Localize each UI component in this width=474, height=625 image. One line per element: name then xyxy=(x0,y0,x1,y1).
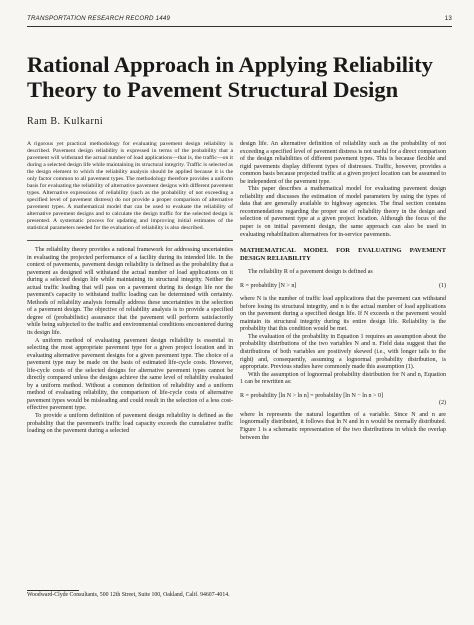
body-paragraph: The reliability theory provides a rational framework for addressing uncertainties in evaluating the projected performance of a facility during its intended life. In the context of pavements, pavement design reliability is defined as the probability that a pavement as designed will withstand the actual number of load applications on it during a selected design life while maintaining its structural integrity. Neither the actual traffic loading that will pass on a pavement during its design life nor the pavement's capacity to withstand traffic loading can be determined with certainty. Methods of reliability analysis formally address these uncertainties in the selection of a pavement design. The objective of reliability analysis is to provide a specified degree of (probabilistic) assurance that the pavement will perform satisfactorily while being subjected to the traffic and environmental conditions encountered during its design life. xyxy=(27,247,233,337)
left-column xyxy=(27,141,233,436)
section-heading: MATHEMATICAL MODEL FOR EVALUATING PAVEMENT DESIGN RELIABILITY xyxy=(240,247,446,263)
page-number: 13 xyxy=(444,15,452,22)
body-paragraph: where N is the number of traffic load applications that the pavement can withstand before losing its structural integrity, and n is the actual number of load applications on the pavement during a specified design life. If N exceeds n the pavement would maintain its structural integrity during its entire design life. Reliability is the probability that this condition would be met. xyxy=(240,296,446,333)
equation-2 xyxy=(240,393,446,401)
body-paragraph: To provide a uniform definition of pavement design reliability is defined as the probability that the pavement's traffic load capacity exceeds the cumulative traffic loading on the pavement during a selected xyxy=(27,413,233,435)
equation-1 xyxy=(240,283,446,291)
footnote-rule xyxy=(27,590,79,591)
author-name: Ram B. Kulkarni xyxy=(27,116,104,127)
title-line-1: Rational Approach in Applying Reliability xyxy=(27,52,433,77)
equation-2-text: R = probability [ln N > ln n] = probability [ln N − ln n > 0] xyxy=(240,392,384,399)
equation-2-number: (2) xyxy=(438,400,446,407)
journal-name: TRANSPORTATION RESEARCH RECORD 1449 xyxy=(27,15,171,22)
abstract: A rigorous yet practical methodology for evaluating pavement design reliability is described. Pavement design reliability is expressed in terms of the probability that a pavement will withstand the actual number of load applications—that is, the traffic—on it during a selected design life while maintaining its structural integrity. Traffic is selected as the design element to which the reliability analysis should be applied because it is the only factor common to all pavement types. The methodology therefore provides a uniform basis for evaluating the reliability of alternative pavement designs with different pavement types. Alternative expressions of reliability (such as the probability of not exceeding a specified level of pavement distress) do not provide a proper comparison of alternative pavement types. A mathematical model that can be used to evaluate the reliability of alternative pavement designs and to calculate the design traffic for the selected design is presented. A systematic process for updating and improving initial estimates of the statistical parameters needed for the evaluation of reliability is also described. xyxy=(27,141,233,231)
right-column xyxy=(240,141,446,442)
paper-title xyxy=(27,52,457,102)
body-paragraph: The evaluation of the probability in Equation 1 requires an assumption about the probability distributions of the two variables N and n. Field data suggest that the distributions of both variables are positively skewed (i.e., with longer tails to the right) and, consequently, assuming a lognormal probability distribution, is appropriate. Previous studies have commonly made this assumption (1). xyxy=(240,333,446,371)
body-paragraph: design life. An alternative definition of reliability such as the probability of not exceeding a specified level of pavement distress is not useful for a direct comparison of the design reliabilities of different pavement types. This is because flexible and rigid pavements display different types of distresses. Traffic, however, provides a common basis because projected traffic at a given project location can be assumed to be independent of the pavement type. xyxy=(240,141,446,185)
author-affiliation-footnote: Woodward-Clyde Consultants, 500 12th Street, Suite 100, Oakland, Calif. 94607-4014. xyxy=(27,592,230,598)
header-rule xyxy=(27,26,452,27)
equation-1-number: (1) xyxy=(438,282,446,289)
equation-1-text: R = probability [N > n] xyxy=(240,282,297,289)
title-line-2: Theory to Pavement Structural Design xyxy=(27,77,399,102)
body-paragraph: This paper describes a mathematical model for evaluating pavement design reliability and discusses the estimation of model parameters by using the types of data that are generally available to highway agencies. The final section contains recommendations regarding the proper use of reliability theory in the design and selection of pavement type at a given project location. Although the focus of the paper is on initial pavement design, the same approach can also be used in evaluating rehabilitation alternatives for in-service pavements. xyxy=(240,186,446,238)
body-paragraph: A uniform method of evaluating pavement design reliability is essential in selecting the most appropriate pavement type for a given project location and in evaluating alternative pavement designs for a given pavement type. The choice of a pavement type may be made on the basis of estimated life-cycle costs. However, life-cycle costs of the selected designs for alternative pavement types cannot be directly compared unless the designs achieve the same level of reliability evaluated by a uniform method. Without a common definition of reliability and a uniform method of evaluating reliability, the comparison of life-cycle costs of alternative pavement types would be misleading and could result in the selection of a less cost-effective pavement type. xyxy=(27,337,233,412)
body-paragraph: The reliability R of a pavement design is defined as xyxy=(248,269,373,276)
running-header xyxy=(27,15,452,25)
abstract-rule xyxy=(27,240,233,241)
body-paragraph: With the assumption of lognormal probability distribution for N and n, Equation 1 can be rewritten as: xyxy=(240,371,446,386)
body-paragraph: where ln represents the natural logarithm of a variable. Since N and n are lognormally distributed, it follows that ln N and ln n would be normally distributed. Figure 1 is a schematic representation of the two distributions in which the overlap between the xyxy=(240,411,446,441)
